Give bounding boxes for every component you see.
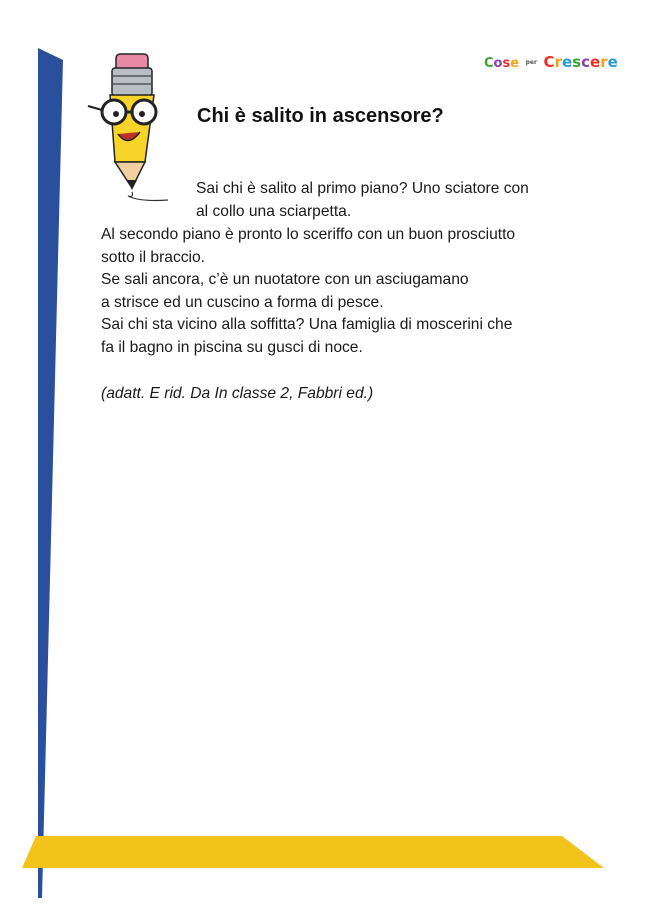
logo-word-crescere xyxy=(544,53,618,71)
text-line: sotto il braccio. xyxy=(101,248,206,266)
logo-letter: o xyxy=(493,56,503,71)
logo-letter: e xyxy=(590,53,601,71)
source-citation: (adatt. E rid. Da In classe 2, Fabbri ed.) xyxy=(101,385,374,402)
logo-letter: e xyxy=(561,53,573,71)
logo-letter: r xyxy=(554,53,562,71)
logo-letter: e xyxy=(510,56,520,71)
logo-letter: r xyxy=(600,53,608,71)
logo-letter: s xyxy=(502,56,511,71)
yellow-bottom-band xyxy=(22,836,604,868)
text-line: Sai chi sta vicino alla soffitta? Una famiglia di moscerini che xyxy=(101,316,513,334)
text-line: Al secondo piano è pronto lo sceriffo con un buon prosciutto xyxy=(101,226,516,243)
pencil-mascot-icon xyxy=(88,54,168,201)
blue-side-band xyxy=(38,48,63,898)
logo-letter: s xyxy=(572,53,582,71)
text-line: Sai chi è salito al primo piano? Uno sciatore con xyxy=(196,180,529,197)
text-line: al collo una sciarpetta. xyxy=(196,202,352,220)
logo-letter: C xyxy=(484,56,494,71)
page-title: Chi è salito in ascensore? xyxy=(197,105,444,127)
logo-word-cose xyxy=(484,56,519,71)
logo-letter: c xyxy=(581,53,590,71)
cose-per-crescere-logo[interactable] xyxy=(484,52,618,78)
body-paragraph xyxy=(101,224,621,360)
intro-paragraph xyxy=(196,178,616,223)
logo-letter: e xyxy=(607,53,618,71)
text-line: fa il bagno in piscina su gusci di noce. xyxy=(101,338,363,356)
text-line: Se sali ancora, c’è un nuotatore con un asciugamano xyxy=(101,271,469,289)
logo-word-per: per xyxy=(525,59,537,66)
text-line: a strisce ed un cuscino a forma di pesce. xyxy=(101,293,384,311)
logo-letter: C xyxy=(543,53,555,71)
